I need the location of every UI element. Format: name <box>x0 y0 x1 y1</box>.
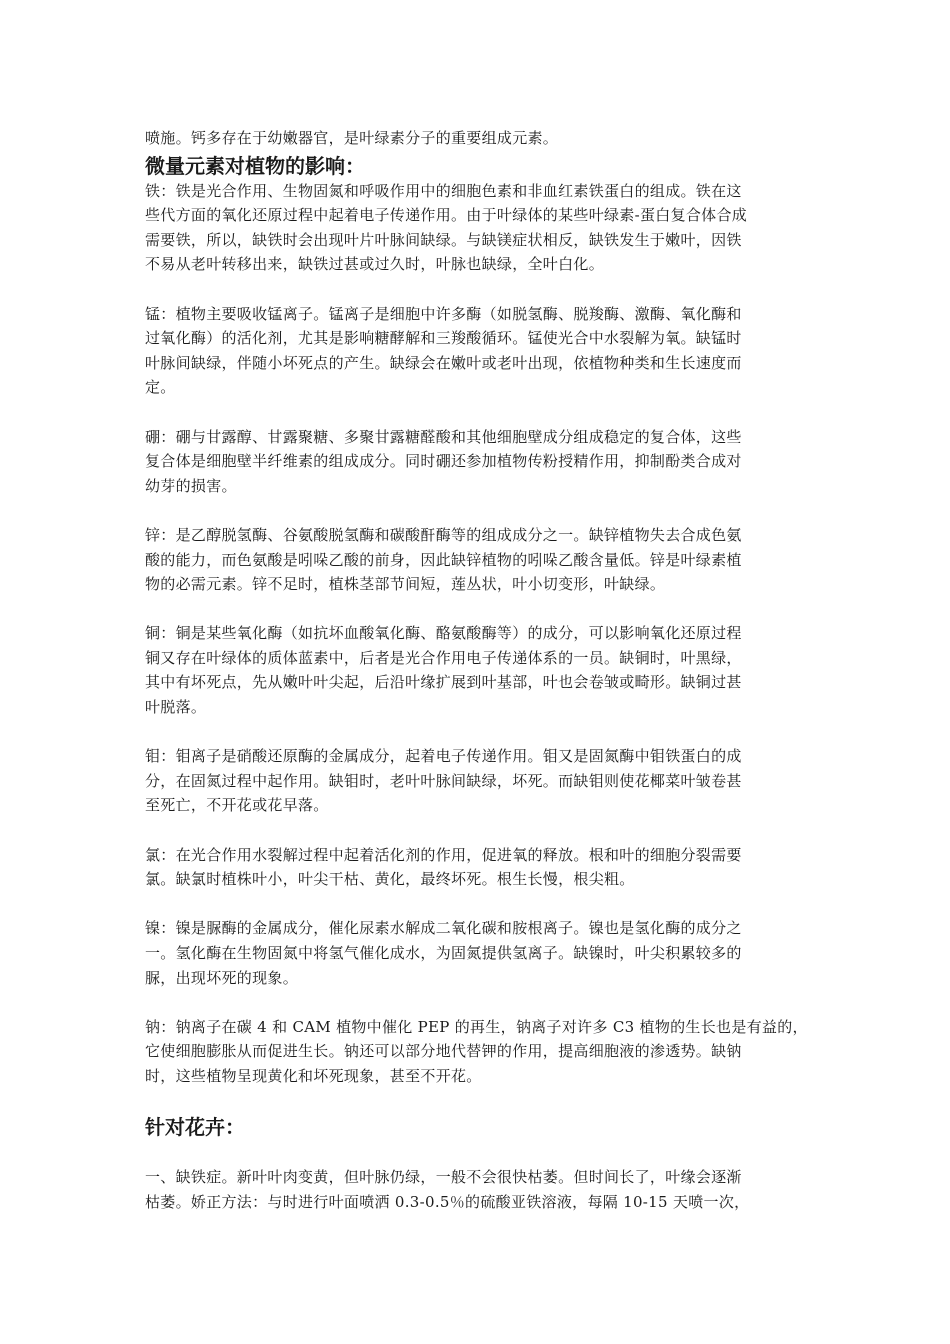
section-gap <box>145 1089 810 1113</box>
text-line: 它使细胞膨胀从而促进生长。钠还可以部分地代替钾的作用，提高细胞液的渗透势。缺钠 <box>145 1042 742 1061</box>
text-line: 不易从老叶转移出来，缺铁过甚或过久时，叶脉也缺绿，全叶白化。 <box>145 255 605 274</box>
text-line: 过氧化酶）的活化剂，尤其是影响糖酵解和三羧酸循环。锰使光合中水裂解为氧。缺锰时 <box>145 329 742 348</box>
paragraph-gap <box>145 400 810 425</box>
text-line: 硼：硼与甘露醇、甘露聚糖、多聚甘露糖醛酸和其他细胞壁成分组成稳定的复合体，这些 <box>145 427 742 446</box>
text-line: 脲，出现坏死的现象。 <box>145 968 299 987</box>
paragraph-iron <box>145 179 810 277</box>
paragraph-chlorine <box>145 843 810 892</box>
text-line: 一。氢化酶在生物固氮中将氢气催化成水，为固氮提供氢离子。缺镍时，叶尖积累较多的 <box>145 944 742 962</box>
text-line: 铁：铁是光合作用、生物固氮和呼吸作用中的细胞色素和非血红素铁蛋白的组成。铁在这 <box>145 181 742 200</box>
text-line: 物的必需元素。锌不足时，植株茎部节间短，莲丛状，叶小切变形，叶缺绿。 <box>145 575 666 594</box>
text-line: 氯。缺氯时植株叶小，叶尖干枯、黄化，最终坏死。根生长慢，根尖粗。 <box>145 870 635 889</box>
flowers-section <box>145 1165 810 1214</box>
paragraph-boron <box>145 425 810 499</box>
paragraph-manganese <box>145 302 810 400</box>
text-line: 叶脉间缺绿，伴随小坏死点的产生。缺绿会在嫩叶或老叶出现，依植物种类和生长速度而 <box>145 353 742 372</box>
paragraph-gap <box>145 1141 810 1166</box>
text-line: 其中有坏死点，先从嫩叶叶尖起，后沿叶缘扩展到叶基部，叶也会卷皱或畸形。缺铜过甚 <box>145 673 742 692</box>
text-line: 一、缺铁症。新叶叶肉变黄，但叶脉仍绿，一般不会很快枯萎。但时间长了，叶缘会逐渐 <box>145 1168 742 1187</box>
paragraph-gap <box>145 597 810 622</box>
text-line: 叶脱落。 <box>145 698 207 717</box>
text-line: 铜：铜是某些氧化酶（如抗坏血酸氧化酶、酪氨酸酶等）的成分，可以影响氧化还原过程 <box>145 624 742 643</box>
text-line: 复合体是细胞壁半纤维素的组成成分。同时硼还参加植物传粉授精作用，抑制酚类合成对 <box>145 452 742 471</box>
section-heading-micro-elements: 微量元素对植物的影响： <box>145 153 365 178</box>
text-line: 至死亡，不开花或花早落。 <box>145 796 329 815</box>
text-line: 锰：植物主要吸收锰离子。锰离子是细胞中许多酶（如脱氢酶、脱羧酶、激酶、氧化酶和 <box>145 304 742 323</box>
paragraph-iron-deficiency <box>145 1165 810 1214</box>
paragraph-gap <box>145 990 810 1015</box>
text-line: 时，这些植物呈现黄化和坏死现象，甚至不开花。 <box>145 1066 482 1085</box>
text-line: 幼芽的损害。 <box>145 476 237 495</box>
text-line: 锌：是乙醇脱氢酶、谷氨酸脱氢酶和碳酸酐酶等的组成成分之一。缺锌植物失去合成色氨 <box>145 525 742 544</box>
section-heading-flowers: 针对花卉： <box>145 1114 245 1139</box>
paragraph-gap <box>145 892 810 917</box>
paragraph-zinc <box>145 523 810 597</box>
paragraph-gap <box>145 720 810 745</box>
text-line: 氯：在光合作用水裂解过程中起着活化剂的作用，促进氧的释放。根和叶的细胞分裂需要 <box>145 845 742 864</box>
text-line: 钼：钼离子是硝酸还原酶的金属成分，起着电子传递作用。钼又是固氮酶中钼铁蛋白的成 <box>145 747 742 766</box>
paragraph-sodium <box>145 1015 810 1089</box>
micro-elements-section <box>145 179 810 1089</box>
paragraph-gap <box>145 498 810 523</box>
intro-line: 喷施。钙多存在于幼嫩器官，是叶绿素分子的重要组成元素。 <box>145 129 559 147</box>
paragraph-nickel <box>145 916 810 990</box>
text-line: 分，在固氮过程中起作用。缺钼时，老叶叶脉间缺绿，坏死。而缺钼则使花椰菜叶皱卷甚 <box>145 771 742 790</box>
text-line: 酸的能力，而色氨酸是吲哚乙酸的前身，因此缺锌植物的吲哚乙酸含量低。锌是叶绿素植 <box>145 550 742 569</box>
paragraph-molybdenum <box>145 744 810 818</box>
text-line: 镍：镍是脲酶的金属成分，催化尿素水解成二氧化碳和胺根离子。镍也是氢化酶的成分之 <box>145 919 742 938</box>
text-line: 些代方面的氧化还原过程中起着电子传递作用。由于叶绿体的某些叶绿素-蛋白复合体合成 <box>145 206 748 225</box>
paragraph-gap <box>145 277 810 302</box>
document-body <box>145 126 810 1214</box>
paragraph-gap <box>145 818 810 843</box>
text-line: 定。 <box>145 378 176 397</box>
text-line: 枯萎。娇正方法：与时进行叶面喷洒 0.3-0.5％的硫酸亚铁溶液，每隔 10-15 天喷一次， <box>145 1192 750 1211</box>
paragraph-copper <box>145 621 810 719</box>
text-line: 需要铁，所以，缺铁时会出现叶片叶脉间缺绿。与缺镁症状相反，缺铁发生于嫩叶，因铁 <box>145 230 742 249</box>
text-line: 铜又存在叶绿体的质体蓝素中，后者是光合作用电子传递体系的一员。缺铜时，叶黑绿， <box>145 648 742 667</box>
text-line: 钠：钠离子在碳 4 和 CAM 植物中催化 PEP 的再生，钠离子对许多 C3 植物的生长也是有益的， <box>145 1017 808 1036</box>
